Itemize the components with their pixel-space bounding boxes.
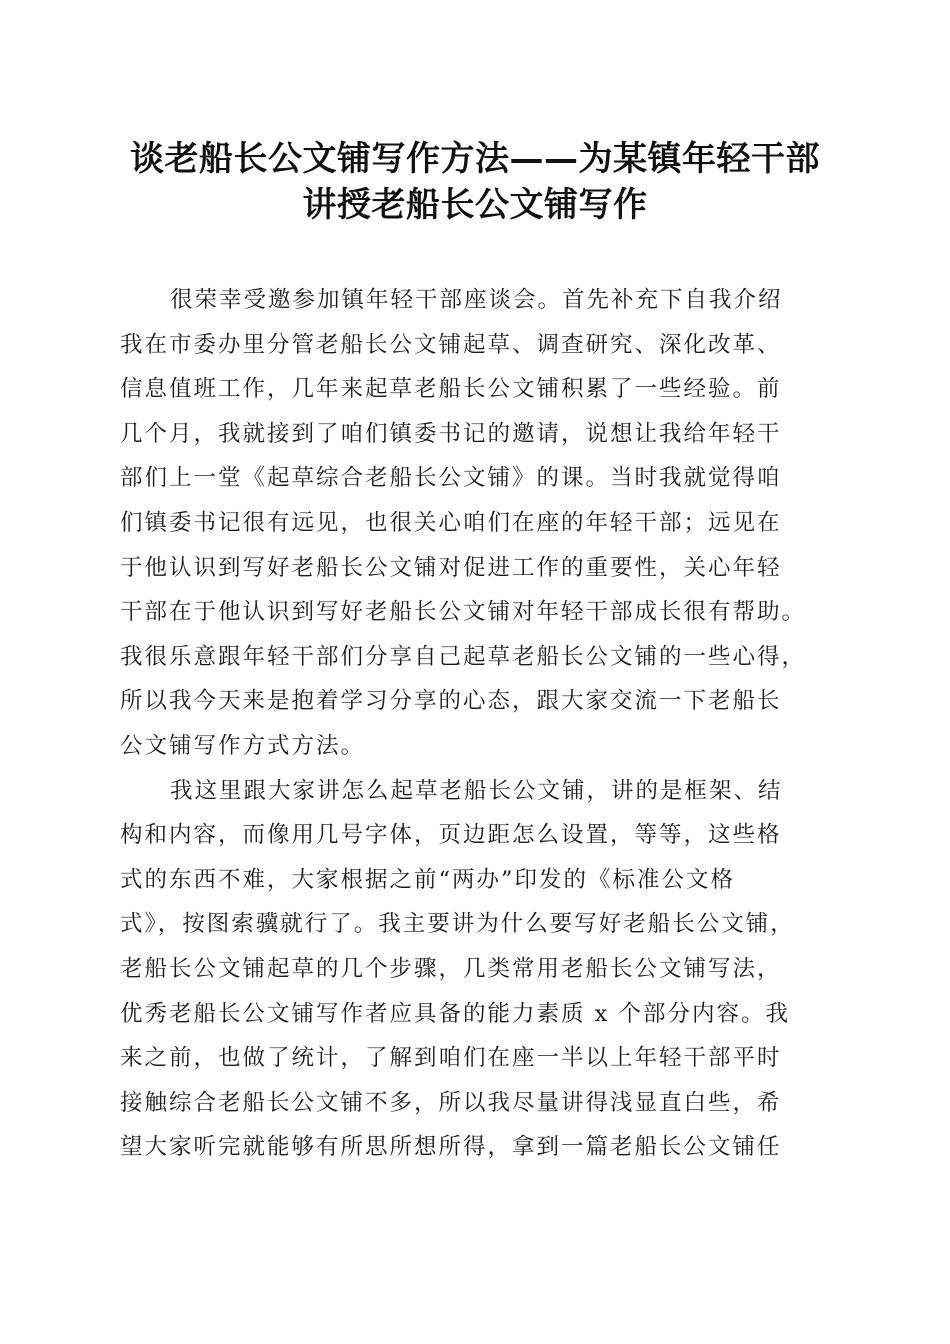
text-line: 于他认识到写好老船长公文铺对促进工作的重要性，关心年轻 (120, 554, 782, 581)
paragraph (120, 278, 850, 769)
text-line: 所以我今天来是抱着学习分享的心态，跟大家交流一下老船长 (120, 688, 782, 715)
text-line: 望大家听完就能够有所思所想所得，拿到一篇老船长公文铺任 (120, 1134, 782, 1161)
text-line: 老船长公文铺起草的几个步骤，几类常用老船长公文铺写法， (120, 955, 782, 982)
title-line: 讲授老船长公文铺写作 (302, 185, 648, 225)
text-line: 很荣幸受邀参加镇年轻干部座谈会。首先补充下自我介绍 (170, 287, 783, 313)
text-line: 公文铺写作方式方法。 (120, 732, 366, 759)
text-line: 式》，按图索骥就行了。我主要讲为什么要写好老船长公文铺， (120, 911, 795, 938)
text-line: 式的东西不难，大家根据之前“两办”印发的《标准公文格 (120, 866, 736, 893)
document-title (110, 136, 840, 228)
document-body (120, 278, 850, 1170)
text-line: 们镇委书记很有远见，也很关心咱们在座的年轻干部；远见在 (120, 509, 782, 536)
text-line: 信息值班工作，几年来起草老船长公文铺积累了一些经验。前 (120, 376, 782, 403)
text-line: 构和内容，而像用几号字体，页边距怎么设置，等等，这些格 (120, 822, 782, 849)
text-line: 我在市委办里分管老船长公文铺起草、调查研究、深化改革、 (120, 331, 782, 358)
text-line: 几个月，我就接到了咱们镇委书记的邀请，说想让我给年轻干 (120, 420, 782, 447)
text-line: 我很乐意跟年轻干部们分享自己起草老船长公文铺的一些心得， (120, 643, 807, 670)
paragraph (120, 769, 850, 1170)
text-line: 部们上一堂《起草综合老船长公文铺》的课。当时我就觉得咱 (120, 465, 782, 492)
text-line: 干部在于他认识到写好老船长公文铺对年轻干部成长很有帮助。 (120, 599, 807, 626)
text-line: 来之前，也做了统计，了解到咱们在座一半以上年轻干部平时 (120, 1045, 782, 1072)
title-line: 谈老船长公文铺写作方法——为某镇年轻干部 (130, 139, 820, 179)
text-line: 接触综合老船长公文铺不多，所以我尽量讲得浅显直白些，希 (120, 1089, 782, 1116)
text-line: 我这里跟大家讲怎么起草老船长公文铺，讲的是框架、结 (170, 777, 783, 804)
text-line: 优秀老船长公文铺写作者应具备的能力素质 x 个部分内容。我 (120, 1000, 790, 1027)
